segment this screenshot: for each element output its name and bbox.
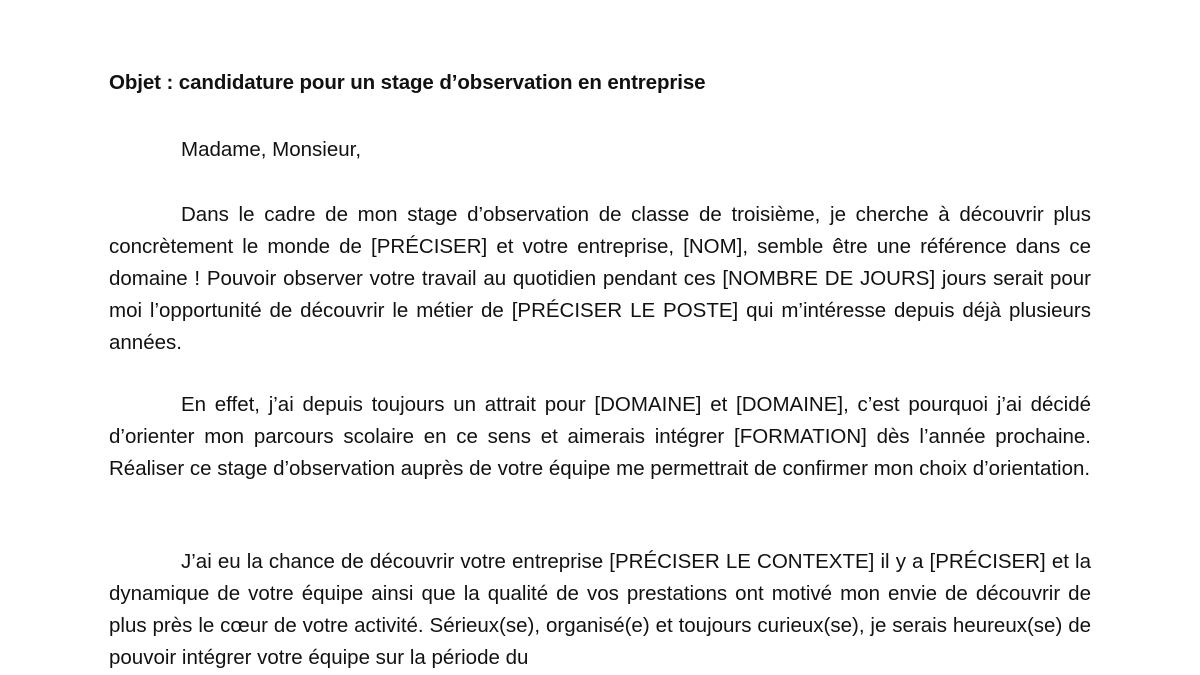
letter-subject: Objet : candidature pour un stage d’observation en entreprise (109, 71, 706, 94)
letter-paragraph-1: Dans le cadre de mon stage d’observation de classe de troisième, je cherche à découvrir plus concrètement le monde de [PRÉCISER] et votre entreprise, [NOM], semble être une référence dans ce domaine ! Pouvoir observer votre travail au quotidien pendant ces [NOMBRE DE JOURS] jours serait pour moi l’opportunité de découvrir le métier de [PRÉCISER LE POSTE] qui m’intéresse depuis déjà plusieurs années. (109, 203, 1091, 354)
letter-paragraph-3: J’ai eu la chance de découvrir votre entreprise [PRÉCISER LE CONTEXTE] il y a [PRÉCISER] et la dynamique de votre équipe ainsi que la qualité de vos prestations ont motivé mon envie de découvrir de plus près le cœur de votre activité. Sérieux(se), organisé(e) et toujours curieux(se), je serais heureux(se) de pouvoir intégrer votre équipe sur la période du (109, 550, 1091, 669)
letter-paragraph-2: En effet, j’ai depuis toujours un attrait pour [DOMAINE] et [DOMAINE], c’est pourquoi j’ai décidé d’orienter mon parcours scolaire en ce sens et aimerais intégrer [FORMATION] dès l’année prochaine. Réaliser ce stage d’observation auprès de votre équipe me permettrait de confirmer mon choix d’orientation. (109, 393, 1091, 480)
letter-salutation: Madame, Monsieur, (181, 138, 362, 161)
